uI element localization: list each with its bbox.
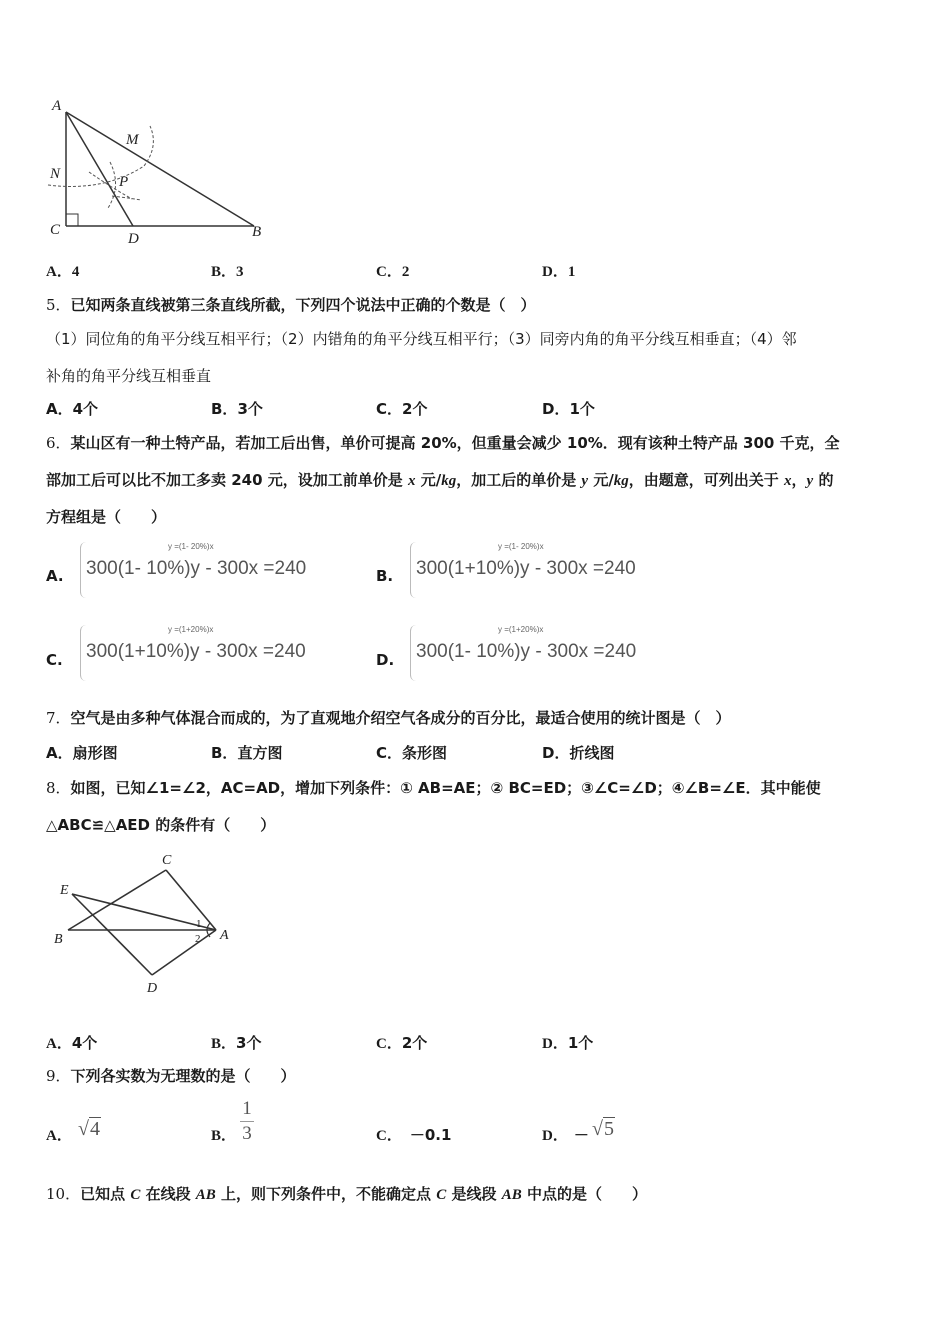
label-E: E bbox=[60, 883, 69, 898]
q8-option-d[interactable]: D．1个 bbox=[542, 1034, 594, 1052]
q8-stem-line1: 8．如图，已知∠1=∠2，AC=AD，增加下列条件：① AB=AE；② BC=ED；③∠C=∠D；④∠B=∠E．其中能使 bbox=[46, 779, 821, 797]
q4-option-b[interactable]: B．3 bbox=[211, 264, 244, 280]
fraction-bar bbox=[240, 1121, 254, 1122]
q4-option-d[interactable]: D．1 bbox=[542, 264, 576, 280]
q8-stem-line2: △ABC≌△AED 的条件有（ ） bbox=[46, 816, 276, 834]
q4-option-c[interactable]: C．2 bbox=[376, 264, 410, 280]
label-M: M bbox=[126, 132, 139, 148]
q5-statements-cont: 补角的角平分线互相垂直 bbox=[46, 367, 212, 385]
label-A: A bbox=[52, 98, 62, 114]
q5-option-b[interactable]: B．3个 bbox=[211, 400, 263, 418]
label-N: N bbox=[50, 166, 61, 182]
sqrt-icon: √ bbox=[592, 1118, 603, 1140]
q9-option-a[interactable]: A． bbox=[46, 1128, 72, 1144]
q9-option-d[interactable]: D． － bbox=[542, 1126, 589, 1144]
q8-option-b[interactable]: B．3个 bbox=[211, 1034, 262, 1052]
triangle-bisector-figure bbox=[44, 96, 274, 246]
label-C: C bbox=[162, 853, 172, 868]
q5-option-d[interactable]: D．1个 bbox=[542, 400, 595, 418]
q9-stem: 9．下列各实数为无理数的是（ ） bbox=[46, 1067, 296, 1085]
label-D: D bbox=[128, 231, 139, 246]
q5-option-c[interactable]: C．2个 bbox=[376, 400, 428, 418]
label-A: A bbox=[220, 928, 229, 943]
angle-label-2: 2 bbox=[195, 933, 201, 945]
label-B: B bbox=[54, 932, 63, 947]
q7-option-c[interactable]: C．条形图 bbox=[376, 744, 448, 762]
congruent-triangles-figure bbox=[50, 850, 240, 1000]
angle-label-1: 1 bbox=[196, 918, 202, 930]
label-C: C bbox=[50, 222, 61, 238]
q10-stem: 10．已知点 C 在线段 AB 上，则下列条件中，不能确定点 C 是线段 AB 中点的是（ ） bbox=[46, 1185, 647, 1203]
q4-option-a[interactable]: A．4 bbox=[46, 264, 80, 280]
q9-option-b-fraction[interactable]: 1 3 bbox=[240, 1098, 254, 1145]
q6-stem-line2: 部加工后可以比不加工多卖 240 元，设加工前单价是 x 元/kg，加工后的单价是 y 元/kg，由题意，可列出关于 x，y 的 bbox=[46, 471, 834, 489]
q8-option-c[interactable]: C．2个 bbox=[376, 1034, 428, 1052]
q7-option-b[interactable]: B．直方图 bbox=[211, 744, 283, 762]
q7-option-a[interactable]: A．扇形图 bbox=[46, 744, 118, 762]
label-P: P bbox=[119, 174, 129, 190]
q6-stem-line1: 6．某山区有一种土特产品，若加工后出售，单价可提高 20%，但重量会减少 10%．现有该种土特产品 300 千克，全 bbox=[46, 434, 840, 452]
q9-option-a-value[interactable]: √4 bbox=[78, 1118, 100, 1140]
q6-stem-line3: 方程组是（ ） bbox=[46, 508, 167, 526]
q6-option-c-label[interactable]: C. bbox=[46, 651, 63, 669]
q7-option-d[interactable]: D．折线图 bbox=[542, 744, 615, 762]
q6-option-b-label[interactable]: B. bbox=[376, 567, 394, 585]
q9-option-d-value[interactable]: √5 bbox=[592, 1118, 614, 1140]
label-D: D bbox=[147, 981, 158, 996]
sqrt-icon: √ bbox=[78, 1118, 89, 1140]
q9-option-b[interactable]: B． bbox=[211, 1128, 237, 1144]
q5-statements: （1）同位角的角平分线互相平行；（2）内错角的角平分线互相平行；（3）同旁内角的角平分线互相垂直；（4）邻 bbox=[46, 330, 797, 348]
q9-option-c[interactable]: C． －0.1 bbox=[376, 1126, 452, 1144]
label-B: B bbox=[252, 224, 262, 240]
q7-stem: 7．空气是由多种气体混合而成的，为了直观地介绍空气各成分的百分比，最适合使用的统计图是（ ） bbox=[46, 709, 731, 727]
q5-stem: 5．已知两条直线被第三条直线所截，下列四个说法中正确的个数是（ ） bbox=[46, 296, 536, 314]
q6-option-d-label[interactable]: D. bbox=[376, 651, 395, 669]
q6-option-a-label[interactable]: A. bbox=[46, 567, 64, 585]
q8-option-a[interactable]: A．4个 bbox=[46, 1034, 98, 1052]
q5-option-a[interactable]: A．4个 bbox=[46, 400, 99, 418]
